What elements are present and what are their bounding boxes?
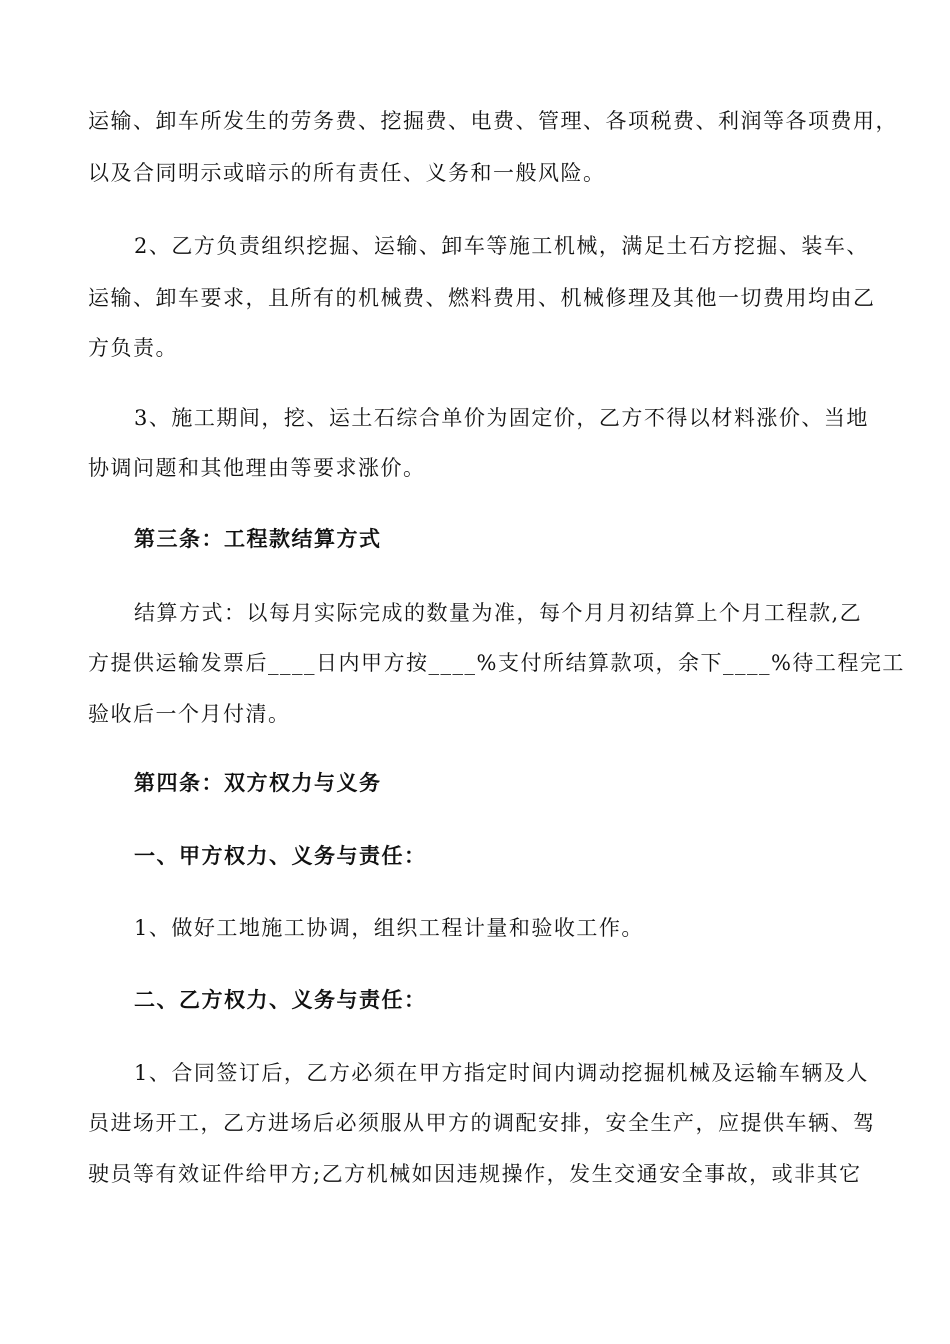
- clause-3-line-2: 协调问题和其他理由等要求涨价。: [88, 456, 426, 480]
- clause-2-line-2: 运输、卸车要求，且所有的机械费、燃料费用、机械修理及其他一切费用均由乙: [88, 286, 876, 310]
- party-b-heading: 二、乙方权力、义务与责任：: [134, 987, 427, 1012]
- clause-2-line-1: 2、乙方负责组织挖掘、运输、卸车等施工机械，满足土石方挖掘、装车、: [134, 234, 869, 258]
- clause-2-line-3: 方负责。: [88, 336, 178, 360]
- party-a-heading: 一、甲方权力、义务与责任：: [134, 843, 427, 868]
- paragraph-1-line-2: 以及合同明示或暗示的所有责任、义务和一般风险。: [88, 161, 606, 185]
- settlement-line-3: 验收后一个月付清。: [88, 702, 291, 726]
- party-a-item-1: 1、做好工地施工协调，组织工程计量和验收工作。: [134, 916, 644, 940]
- settlement-line-1: 结算方式：以每月实际完成的数量为准，每个月月初结算上个月工程款,乙: [134, 601, 863, 625]
- party-b-item-1-line-2: 员进场开工，乙方进场后必须服从甲方的调配安排，安全生产，应提供车辆、驾: [88, 1111, 876, 1135]
- party-b-item-1-line-3: 驶员等有效证件给甲方;乙方机械如因违规操作，发生交通安全事故，或非其它: [88, 1162, 862, 1186]
- paragraph-1-line-1: 运输、卸车所发生的劳务费、挖掘费、电费、管理、各项税费、利润等各项费用，: [88, 109, 898, 133]
- clause-3-line-1: 3、施工期间，挖、运土石综合单价为固定价，乙方不得以材料涨价、当地: [134, 406, 869, 430]
- section-3-heading: 第三条：工程款结算方式: [134, 526, 382, 551]
- section-4-heading: 第四条：双方权力与义务: [134, 770, 382, 795]
- settlement-line-2: 方提供运输发票后____日内甲方按____%支付所结算款项，余下____%待工程完工: [88, 651, 905, 675]
- party-b-item-1-line-1: 1、合同签订后，乙方必须在甲方指定时间内调动挖掘机械及运输车辆及人: [134, 1061, 869, 1085]
